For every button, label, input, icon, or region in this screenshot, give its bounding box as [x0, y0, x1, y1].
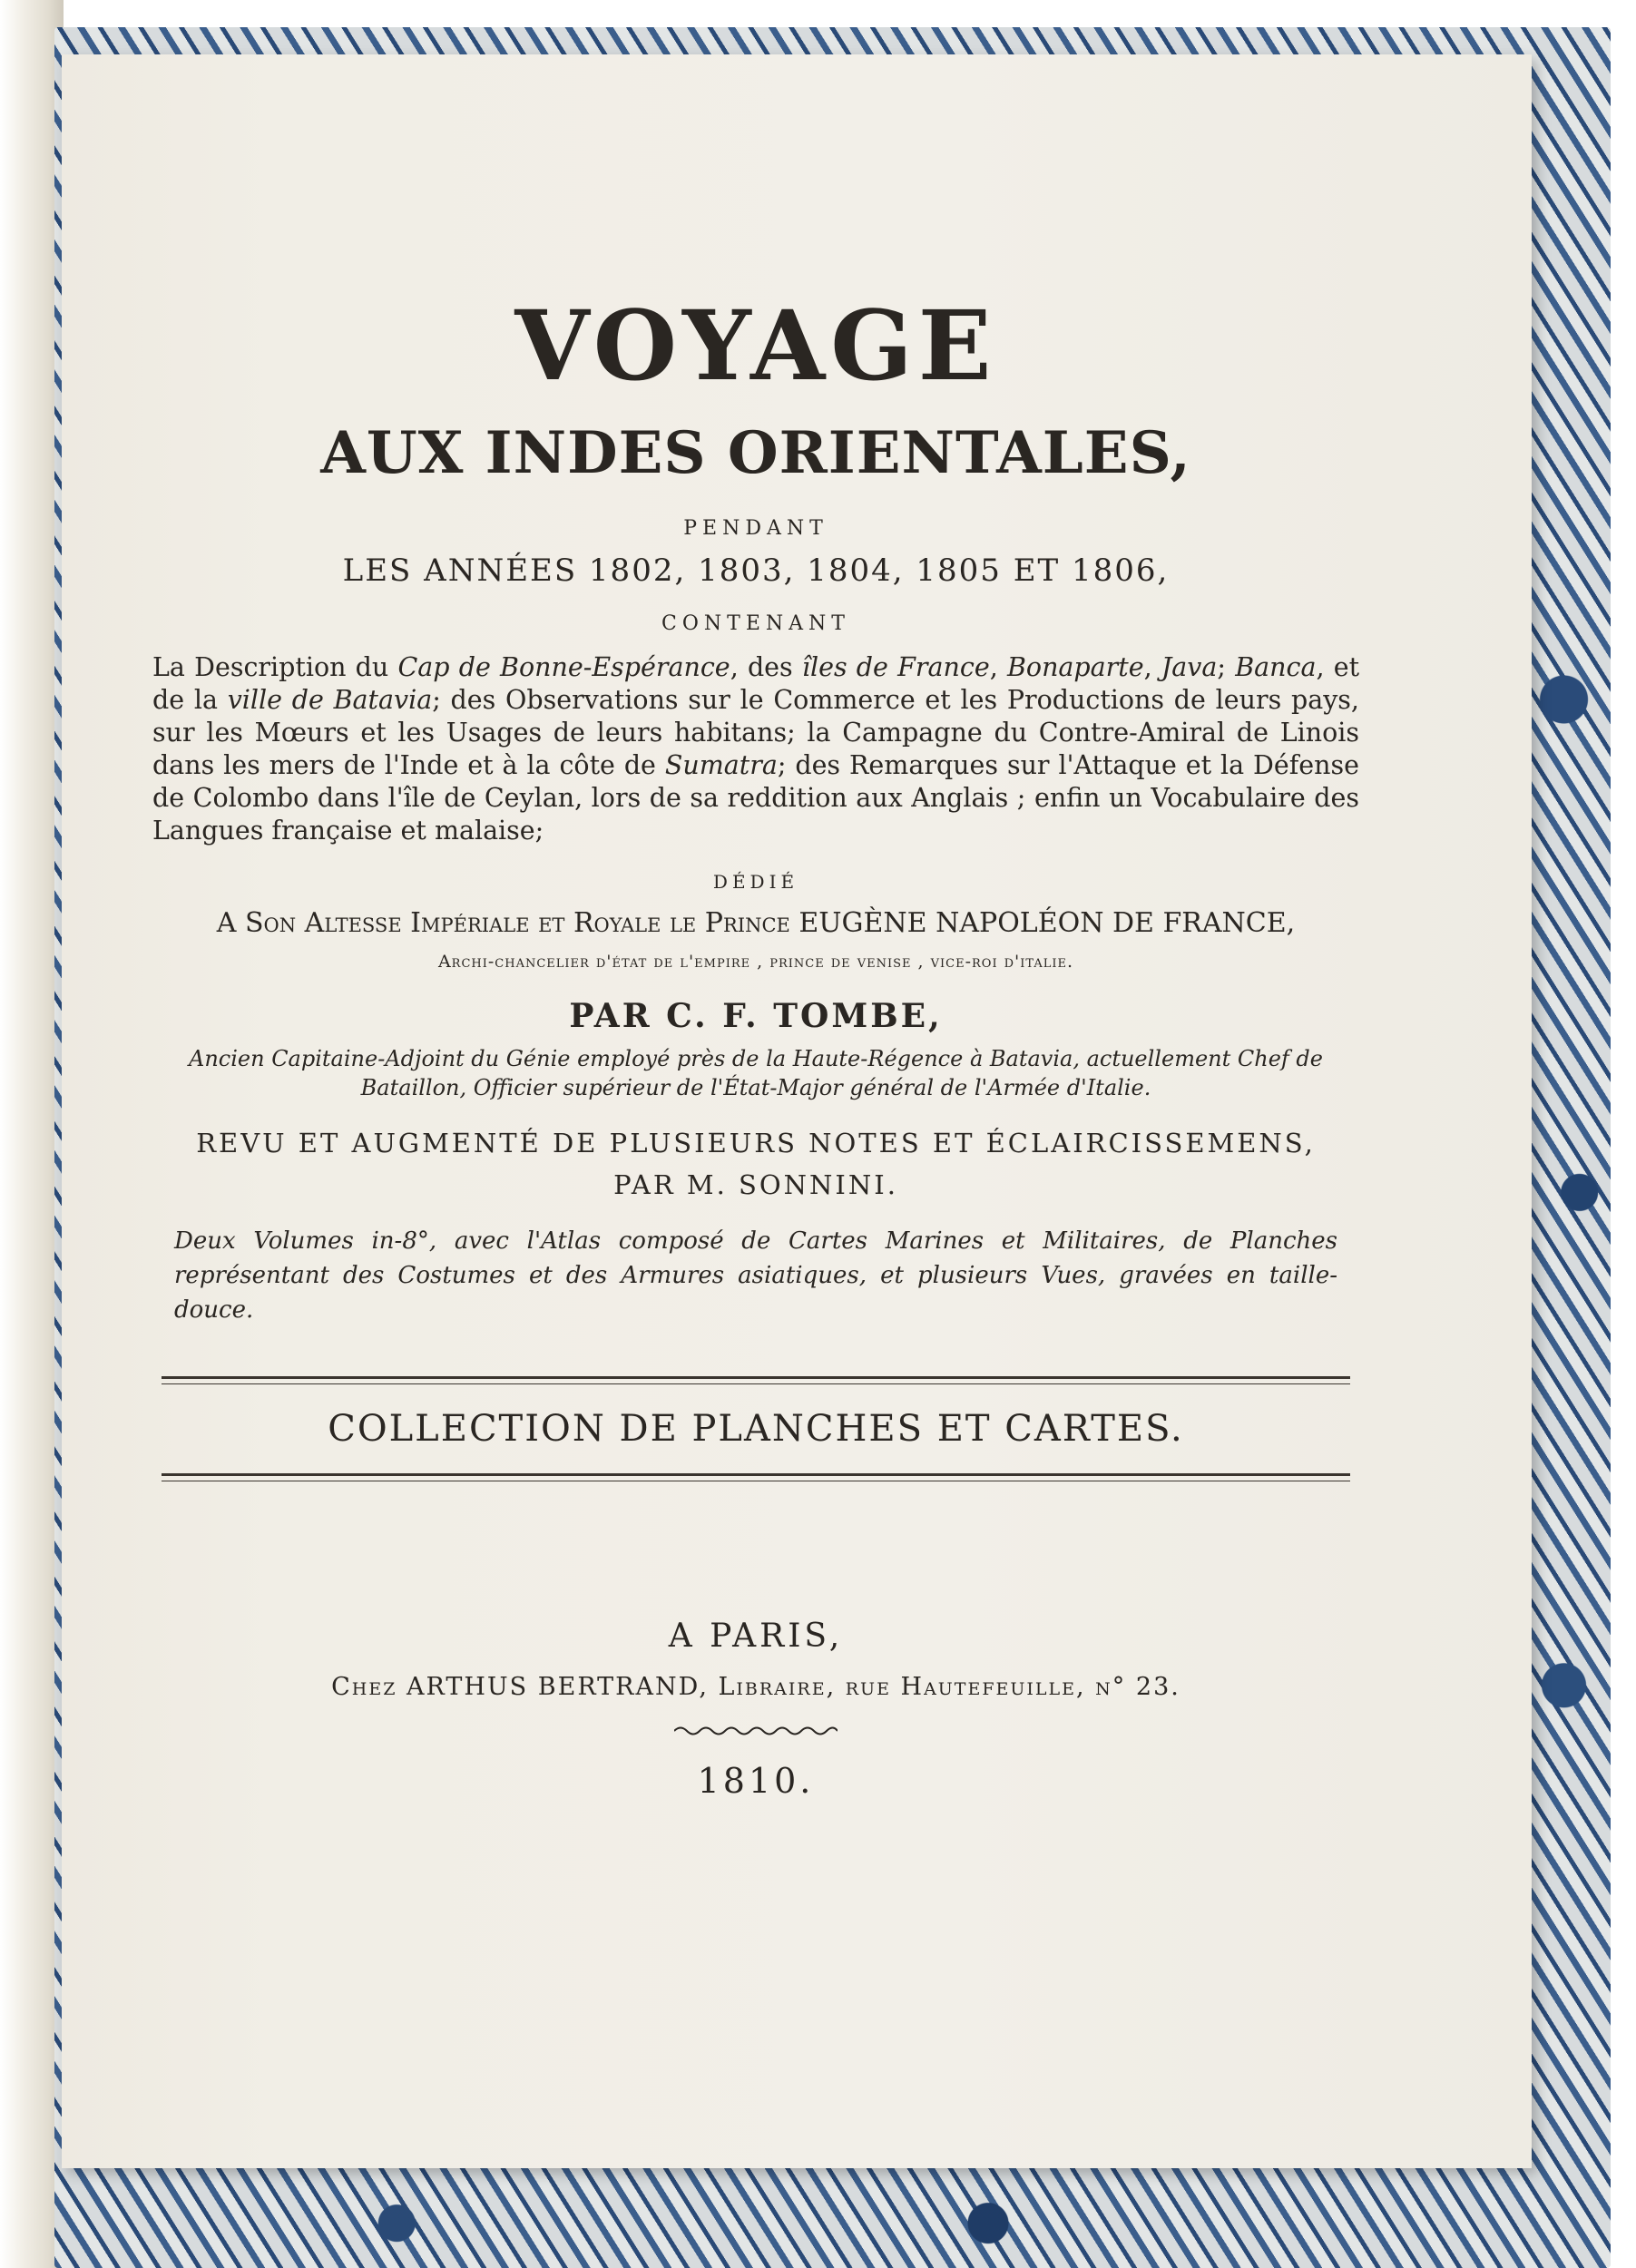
description-segment: ; des Remarques sur l'Attaque et la Défense de Colombo dans l'île de Ceylan, lors de sa reddition aux Anglais ; enfin un Vocabulaire des Langues française et malaise;: [152, 750, 1359, 846]
years-line: LES ANNÉES 1802, 1803, 1804, 1805 ET 1806,: [342, 552, 1170, 589]
description-segment: îles de France: [801, 652, 990, 682]
ornament-squiggle: [674, 1725, 838, 1737]
revised-line: REVU ET AUGMENTÉ DE PLUSIEURS NOTES ET ÉCLAIRCISSEMENS,: [196, 1128, 1316, 1158]
book-title: VOYAGE: [514, 288, 997, 402]
imprint-place: A PARIS,: [668, 1618, 844, 1655]
title-page: [62, 54, 1532, 2168]
description-segment: ; des Observations sur le Commerce et les Productions de leurs pays, sur les Mœurs et les Usages de leurs habitans; la Campagne du Contre-Amiral de Linois dans les mers de l'Inde et à la côte de: [152, 685, 1359, 780]
description-segment: ville de Batavia: [227, 685, 433, 715]
description-segment: Sumatra: [664, 750, 778, 780]
imprint-publisher: Chez ARTHUS BERTRAND, Libraire, rue Hautefeuille, n° 23.: [331, 1673, 1180, 1701]
collection-heading: COLLECTION DE PLANCHES ET CARTES.: [328, 1408, 1184, 1450]
bottom-double-rule: [162, 1473, 1350, 1481]
top-double-rule: [162, 1376, 1350, 1384]
dedie-label: DÉDIÉ: [712, 871, 799, 893]
book-subtitle: AUX INDES ORIENTALES,: [320, 419, 1191, 487]
description-segment: ,: [1143, 652, 1161, 682]
volumes-description: Deux Volumes in-8°, avec l'Atlas composé de Cartes Marines et Militaires, de Planches représentant des Costumes et des Armures asiatiques, et plusieurs Vues, gravées en taille-douce.: [174, 1227, 1337, 1324]
description-segment: La Description du: [152, 652, 398, 682]
pendant-label: PENDANT: [683, 517, 828, 540]
author-line: PAR C. F. TOMBE,: [569, 997, 943, 1035]
dedicatee-line: A Son Altesse Impériale et Royale le Prince EUGÈNE NAPOLÉON DE FRANCE,: [216, 907, 1296, 939]
description-segment: Bonaparte: [1006, 652, 1144, 682]
description-segment: Cap de Bonne-Espérance: [397, 652, 730, 682]
contenant-label: CONTENANT: [661, 612, 850, 635]
reviser-line: PAR M. SONNINI.: [613, 1169, 898, 1200]
description-segment: , des: [730, 652, 802, 682]
imprint-year: 1810.: [697, 1761, 815, 1801]
contents-description: [152, 651, 1359, 847]
dedicatee-titles: Archi-chancelier d'état de l'empire , prince de venise , vice-roi d'italie.: [437, 952, 1074, 972]
description-segment: ;: [1217, 652, 1236, 682]
description-segment: Java: [1161, 652, 1218, 682]
description-segment: , et de la: [152, 652, 1360, 715]
title-page-content: [152, 236, 1359, 1801]
description-segment: ,: [989, 652, 1007, 682]
description-segment: Banca: [1235, 652, 1317, 682]
author-description: Ancien Capitaine-Adjoint du Génie employé près de la Haute-Régence à Batavia, actuellement Chef de Bataillon, Officier supérieur de l'État-Major général de l'Armée d'Italie.: [189, 1046, 1323, 1100]
